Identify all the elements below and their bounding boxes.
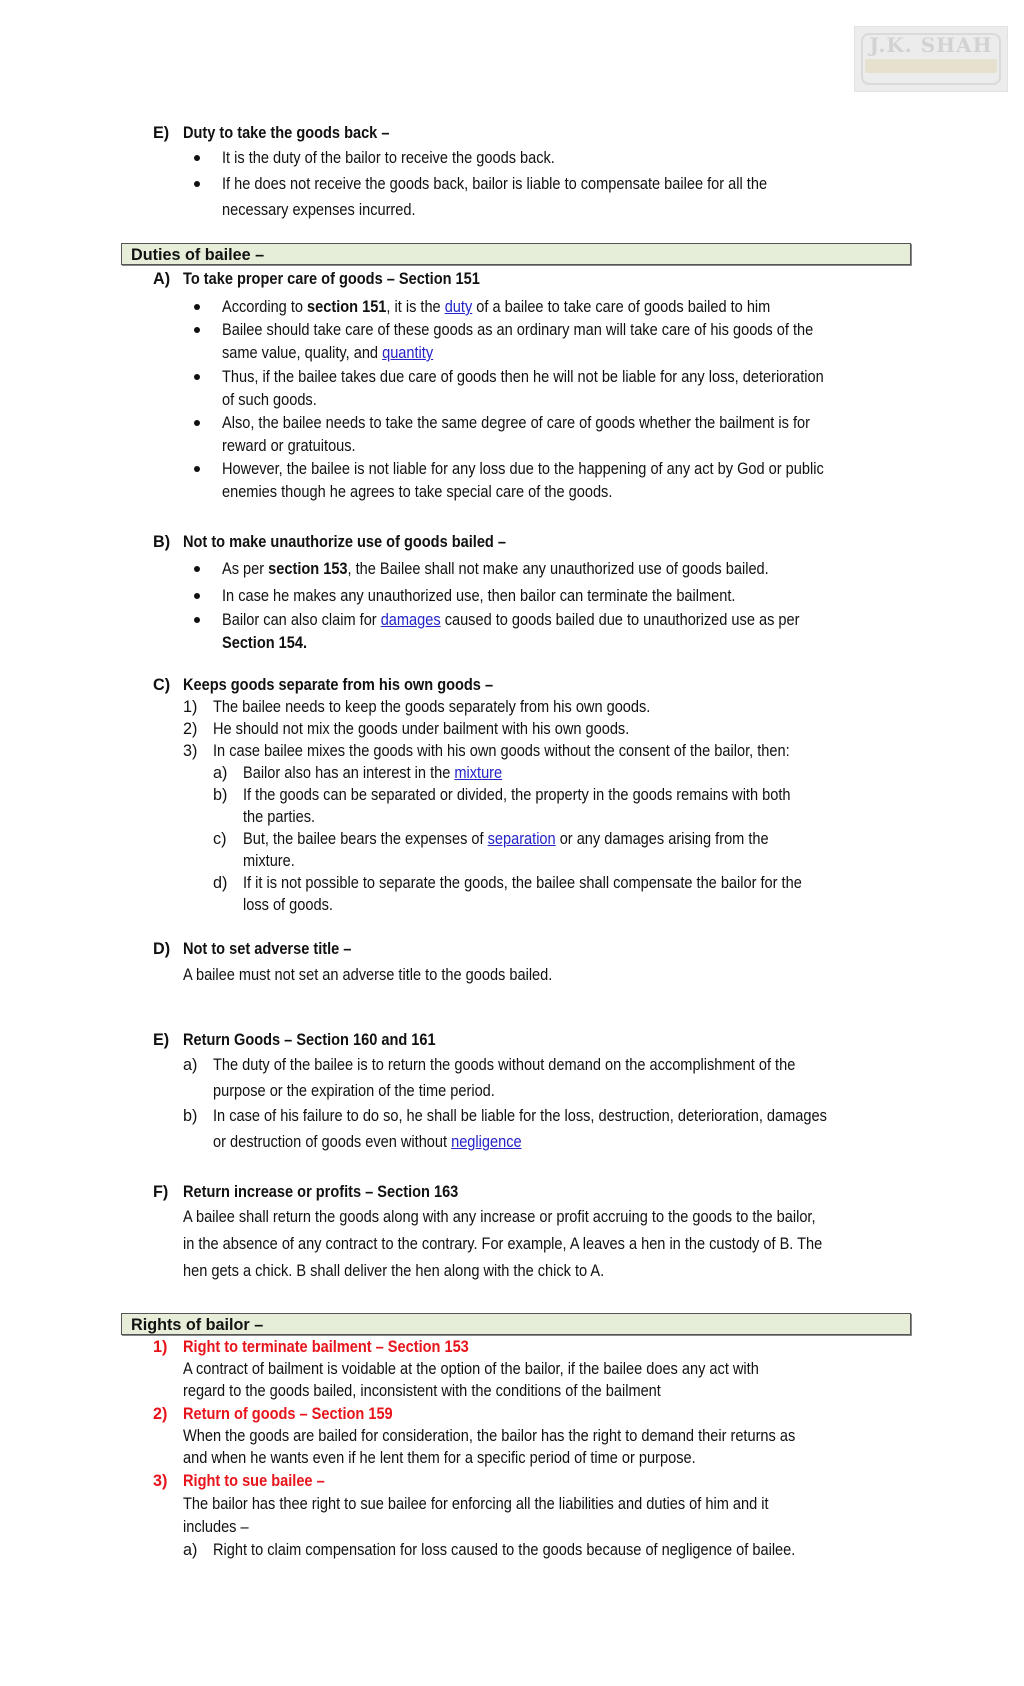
bullet-text: necessary expenses incurred. <box>222 201 416 219</box>
section-heading: Not to make unauthorize use of goods bailed – <box>183 533 506 551</box>
sub-list-letter: a) <box>213 764 228 782</box>
paragraph: When the goods are bailed for consideration, the bailor has the right to demand their returns as <box>183 1427 796 1445</box>
sub-list-letter: c) <box>213 830 227 848</box>
bullet-text: Bailee should take care of these goods as an ordinary man will take care of his goods of the <box>222 321 814 339</box>
bullet-text: enemies though he agrees to take special care of the goods. <box>222 483 613 501</box>
text: But, the bailee bears the expenses of <box>243 830 488 848</box>
bullet-text: However, the bailee is not liable for any loss due to the happening of any act by God or public <box>222 460 824 478</box>
section-marker: E) <box>153 124 170 142</box>
bullet-icon <box>194 466 200 472</box>
sub-list-item: The duty of the bailee is to return the goods without demand on the accomplishment of the <box>213 1056 796 1074</box>
bullet-text: Thus, if the bailee takes due care of goods then he will not be liable for any loss, deterioration <box>222 368 824 386</box>
bold-text: section 153 <box>268 560 348 578</box>
logo-text: J.K. SHAH <box>869 33 993 57</box>
list-number: 1) <box>183 698 198 716</box>
bold-text: section 151 <box>307 298 387 316</box>
bullet-icon <box>194 304 200 310</box>
bullet-icon <box>194 593 200 599</box>
right-heading: Right to sue bailee – <box>183 1472 325 1490</box>
link-mixture[interactable]: mixture <box>454 764 503 782</box>
section-heading: Keeps goods separate from his own goods – <box>183 676 494 694</box>
section-heading: Return increase or profits – Section 163 <box>183 1183 459 1201</box>
link-damages[interactable]: damages <box>380 611 441 629</box>
text: As per <box>222 560 269 578</box>
sub-list-item: purpose or the expiration of the time period. <box>213 1082 495 1100</box>
band-title: Rights of bailor – <box>131 1316 264 1334</box>
paragraph: includes – <box>183 1518 249 1536</box>
text: According to <box>222 298 308 316</box>
sub-list-letter: b) <box>183 1107 198 1125</box>
paragraph: hen gets a chick. B shall deliver the hen along with the chick to A. <box>183 1262 605 1280</box>
bold-text: Section 154. <box>222 634 308 652</box>
list-number: 3) <box>183 742 198 760</box>
bullet-text <box>222 343 433 363</box>
bullet-text <box>222 297 770 317</box>
bullet-icon <box>194 420 200 426</box>
bullet-icon <box>194 374 200 380</box>
bullet-icon <box>194 566 200 572</box>
section-marker: F) <box>153 1183 169 1201</box>
text: same value, quality, and <box>222 344 383 362</box>
right-number: 2) <box>153 1405 168 1423</box>
section-heading: To take proper care of goods – Section 151 <box>183 270 480 288</box>
bullet-text: Also, the bailee needs to take the same degree of care of goods whether the bailment is for <box>222 414 810 432</box>
sub-list-letter: d) <box>213 874 228 892</box>
band-title: Duties of bailee – <box>131 246 265 264</box>
bullet-text: In case he makes any unauthorized use, then bailor can terminate the bailment. <box>222 587 736 605</box>
paragraph: and when he wants even if he lent them for a specific period of time or purpose. <box>183 1449 696 1467</box>
text: , the Bailee shall not make any unauthorized use of goods bailed. <box>347 560 769 578</box>
section-marker: A) <box>153 270 171 288</box>
bullet-icon <box>194 617 200 623</box>
sub-list-letter: b) <box>213 786 228 804</box>
text: caused to goods bailed due to unauthorized use as per <box>440 611 800 629</box>
sub-list-item: loss of goods. <box>243 896 333 914</box>
section-marker: D) <box>153 940 171 958</box>
bullet-text: reward or gratuitous. <box>222 437 356 455</box>
section-heading: Return Goods – Section 160 and 161 <box>183 1031 436 1049</box>
right-heading: Return of goods – Section 159 <box>183 1405 393 1423</box>
paragraph: regard to the goods bailed, inconsistent with the conditions of the bailment <box>183 1382 661 1400</box>
section-marker: B) <box>153 533 171 551</box>
bullet-text: If he does not receive the goods back, bailor is liable to compensate bailee for all the <box>222 175 768 193</box>
link-negligence[interactable]: negligence <box>451 1133 522 1151</box>
list-item: The bailee needs to keep the goods separately from his own goods. <box>213 698 651 716</box>
sub-list-letter: a) <box>183 1056 198 1074</box>
bullet-text: It is the duty of the bailor to receive the goods back. <box>222 149 555 167</box>
text: Bailor can also claim for <box>222 611 381 629</box>
right-heading: Right to terminate bailment – Section 153 <box>183 1338 469 1356</box>
list-item: He should not mix the goods under bailment with his own goods. <box>213 720 630 738</box>
bullet-icon <box>194 155 200 161</box>
list-item: In case bailee mixes the goods with his own goods without the consent of the bailor, then: <box>213 742 790 760</box>
sub-list-item: Right to claim compensation for loss caused to the goods because of negligence of bailee. <box>213 1541 796 1559</box>
link-quantity[interactable]: quantity <box>382 344 434 362</box>
section-marker: E) <box>153 1031 170 1049</box>
section-band-rights-of-bailor <box>121 1313 911 1335</box>
section-marker: C) <box>153 676 171 694</box>
paragraph: The bailor has thee right to sue bailee for enforcing all the liabilities and duties of him and it <box>183 1495 769 1513</box>
paragraph: in the absence of any contract to the contrary. For example, A leaves a hen in the custody of B. The <box>183 1235 823 1253</box>
text: , it is the <box>386 298 445 316</box>
link-separation[interactable]: separation <box>487 830 556 848</box>
bullet-icon <box>194 181 200 187</box>
section-band-duties-of-bailee <box>121 243 911 265</box>
text: of a bailee to take care of goods bailed to him <box>472 298 771 316</box>
text: or any damages arising from the <box>555 830 769 848</box>
right-number: 1) <box>153 1338 168 1356</box>
paragraph: A contract of bailment is voidable at the option of the bailor, if the bailee does any act with <box>183 1360 759 1378</box>
sub-list-item: the parties. <box>243 808 316 826</box>
sub-list-item: mixture. <box>243 852 295 870</box>
jk-shah-logo <box>854 26 1008 92</box>
section-heading: Not to set adverse title – <box>183 940 352 958</box>
sub-list-item <box>213 1132 522 1152</box>
sub-list-item: If the goods can be separated or divided, the property in the goods remains with both <box>243 786 791 804</box>
bullet-text: of such goods. <box>222 391 317 409</box>
sub-list-letter: a) <box>183 1541 198 1559</box>
sub-list-item <box>243 763 502 783</box>
link-duty[interactable]: duty <box>444 298 473 316</box>
section-heading: Duty to take the goods back – <box>183 124 390 142</box>
sub-list-item: In case of his failure to do so, he shall be liable for the loss, destruction, deterioration, damages <box>213 1107 827 1125</box>
sub-list-item: If it is not possible to separate the goods, the bailee shall compensate the bailor for the <box>243 874 802 892</box>
list-number: 2) <box>183 720 198 738</box>
text: Bailor also has an interest in the <box>243 764 455 782</box>
text: or destruction of goods even without <box>213 1133 452 1151</box>
paragraph: A bailee shall return the goods along with any increase or profit accruing to the goods to the bailor, <box>183 1208 816 1226</box>
paragraph: A bailee must not set an adverse title to the goods bailed. <box>183 966 553 984</box>
bullet-icon <box>194 327 200 333</box>
logo-subtext-band <box>865 59 997 73</box>
sub-list-item <box>243 829 769 849</box>
right-number: 3) <box>153 1472 168 1490</box>
bullet-text <box>222 559 769 579</box>
bullet-text <box>222 610 799 630</box>
